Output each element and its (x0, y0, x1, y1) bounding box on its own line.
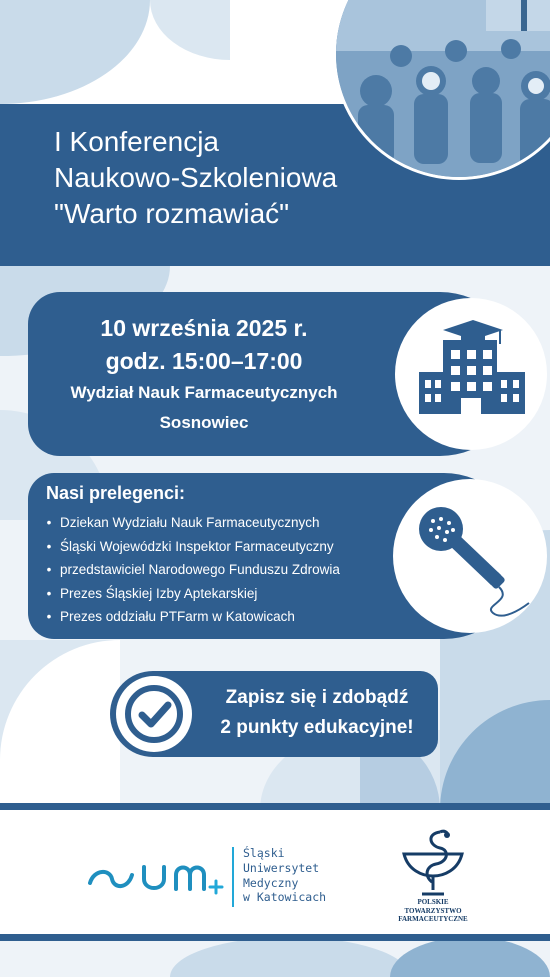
sum-logo (88, 843, 358, 913)
ptf-society-name (388, 898, 478, 924)
ptf-name-line-2: TOWARZYSTWO (404, 906, 462, 915)
signup-line-1: Zapisz się i zdobądź (225, 687, 409, 708)
speakers-list (42, 511, 392, 629)
event-place: Wydział Nauk Farmaceutycznych (70, 383, 338, 402)
speaker-item: • przedstawiciel Narodowego Funduszu Zdrowia (42, 558, 392, 582)
footer-rule-bottom (0, 934, 550, 941)
ptf-name-line-3: FARMACEUTYCZNE (398, 915, 468, 923)
speaker-item: • Prezes Śląskiej Izby Aptekarskiej (42, 582, 392, 606)
ptf-logo (388, 820, 478, 930)
title-line-2: Naukowo-Szkoleniowa (54, 162, 338, 193)
speaker-item: • Prezes oddziału PTFarm w Katowicach (42, 605, 392, 629)
university-building-icon (395, 298, 547, 450)
sum-university-name (243, 846, 326, 905)
sum-divider (232, 847, 234, 907)
sum-name-line-2: Uniwersytet (243, 860, 320, 875)
event-hours: godz. 15:00–17:00 (105, 348, 303, 374)
speakers-card (28, 473, 522, 639)
bowl-of-hygieia-icon (396, 824, 470, 898)
sum-name-line-3: Medyczny (243, 875, 299, 890)
sum-logo-mark (88, 857, 228, 897)
ptf-name-line-1: POLSKIE (417, 898, 449, 906)
speaker-item: • Śląski Wojewódzki Inspektor Farmaceutyczny (42, 535, 392, 559)
title-line-3: "Warto rozmawiać" (54, 198, 290, 229)
sum-name-line-1: Śląski (243, 846, 285, 860)
event-city: Sosnowiec (159, 413, 249, 432)
microphone-icon (393, 479, 547, 633)
signup-text (198, 683, 436, 743)
event-details (28, 312, 380, 438)
title-line-1: I Konferencja (54, 126, 219, 157)
speaker-item: • Dziekan Wydziału Nauk Farmaceutycznych (42, 511, 392, 535)
footer-rule-top (0, 803, 550, 810)
event-info-card (28, 292, 522, 456)
event-date: 10 września 2025 r. (100, 315, 308, 341)
checkmark-icon (116, 676, 192, 752)
page-title (54, 124, 337, 232)
speakers-heading: Nasi prelegenci: (46, 483, 186, 503)
signup-line-2: 2 punkty edukacyjne! (220, 717, 414, 738)
signup-banner (110, 671, 438, 757)
sum-name-line-4: w Katowicach (243, 890, 327, 905)
